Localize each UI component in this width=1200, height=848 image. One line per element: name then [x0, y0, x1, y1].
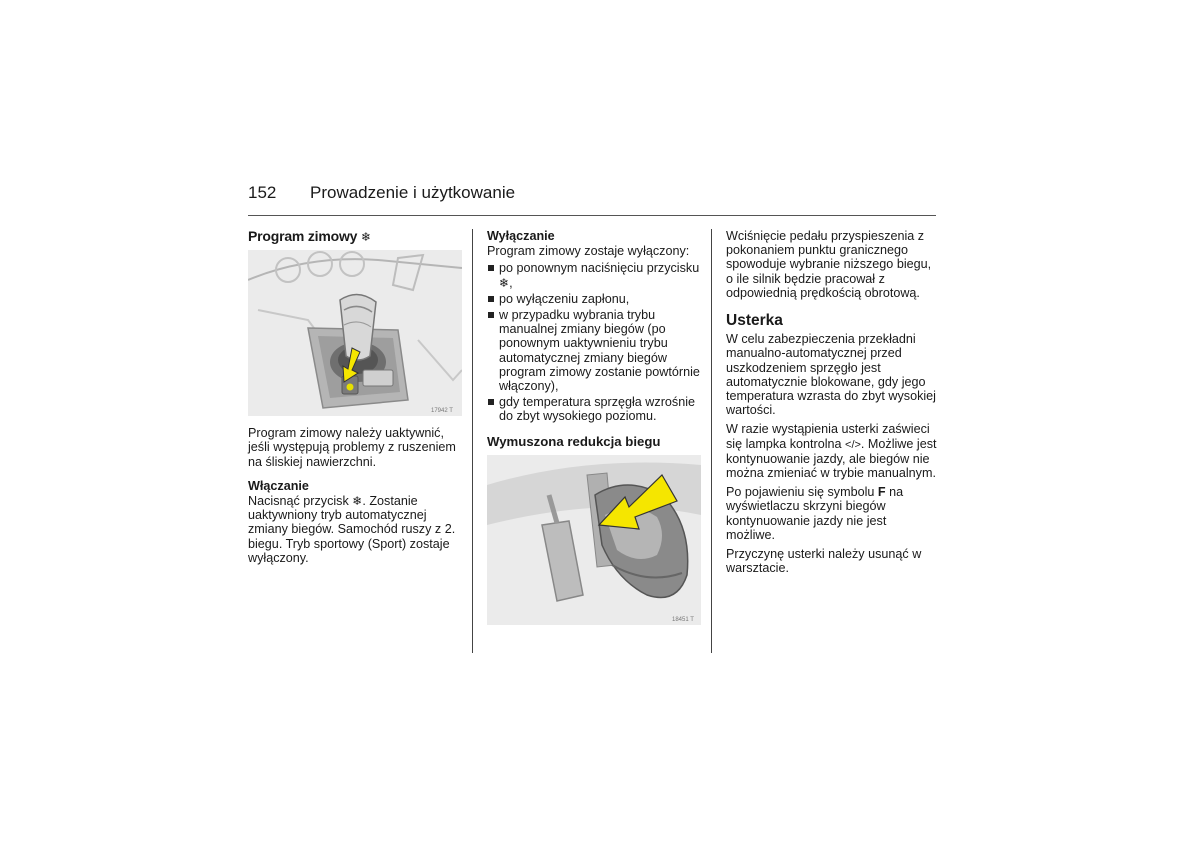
- intro-paragraph: Program zimowy należy uaktywnić, jeśli występują problemy z ruszeniem na śliskiej nawierzchni.: [248, 426, 456, 469]
- column-1: [248, 229, 462, 570]
- deactivation-list: [487, 261, 702, 423]
- kickdown-paragraph: Wciśnięcie pedału przyspieszenia z pokonaniem punktu granicznego spowoduje wybranie niższego biegu, o ile silnik będzie pracował z odpowiednią prędkością obrotową.: [726, 229, 932, 300]
- snowflake-icon: ❄: [360, 230, 371, 244]
- list-item: po ponownym naciśnięciu przycisku ❄,: [487, 261, 702, 289]
- deactivation-intro: Program zimowy zostaje wyłączony:: [487, 244, 690, 259]
- snowflake-icon: ❄: [499, 275, 510, 290]
- subheading-deactivation: Wyłączanie: [487, 229, 555, 243]
- page-number: 152: [248, 183, 277, 202]
- header-divider: [248, 215, 936, 216]
- column-divider-1: [472, 229, 473, 653]
- section-heading-kickdown: Wymuszona redukcja biegu: [487, 433, 661, 449]
- gearbox-warning-icon: </>: [845, 438, 861, 451]
- snowflake-icon: ❄: [352, 494, 363, 509]
- list-item: gdy temperatura sprzęgła wzrośnie do zbyt wysokiego poziomu.: [487, 395, 702, 423]
- fault-paragraph-3: Po pojawieniu się symbolu F na wyświetlaczu skrzyni biegów kontynuowanie jazdy nie jest możliwe.: [726, 485, 904, 542]
- page-header: [248, 183, 936, 217]
- figure-code-2: 18451 T: [672, 616, 694, 623]
- column-divider-2: [711, 229, 712, 653]
- fault-paragraph-2: W razie wystąpienia usterki zaświeci się lampka kontrolna </>. Możliwe jest kontynuowanie jazdy, ale biegów nie można zmieniać w trybie manualnym.: [726, 422, 937, 481]
- page-title: Prowadzenie i użytkowanie: [310, 183, 516, 202]
- figure-code-1: 17942 T: [431, 408, 453, 415]
- column-2: [487, 229, 702, 625]
- fault-paragraph-4: Przyczynę usterki należy usunąć w warsztacie.: [726, 547, 922, 576]
- subheading-activation: Włączanie: [248, 478, 309, 493]
- fault-paragraph-1: W celu zabezpieczenia przekładni manualno-automatycznej przed uszkodzeniem sprzęgło jest automatycznie blokowane, gdy jego temperatura wzrasta do zbyt wysokiej wartości.: [726, 332, 936, 418]
- section-heading-winter-program: Program zimowy ❄: [248, 228, 371, 244]
- column-3: [726, 229, 938, 580]
- accelerator-pedal-figure: [487, 455, 701, 625]
- list-item: w przypadku wybrania trybu manualnej zmiany biegów (po ponownym uaktywnieniu trybu automatycznej zmiany biegów program zimowy zostanie powtórnie włączony),: [487, 308, 702, 393]
- list-item: po wyłączeniu zapłonu,: [487, 292, 702, 306]
- gear-selector-figure: [248, 250, 462, 416]
- fault-symbol: F: [877, 485, 886, 500]
- section-heading-fault: Usterka: [726, 312, 783, 330]
- activation-paragraph: Nacisnąć przycisk ❄. Zostanie uaktywniony tryb automatycznej zmiany biegów. Samochód ruszy z 2. biegu. Tryb sportowy (Sport) zostaje wyłączony.: [248, 494, 456, 565]
